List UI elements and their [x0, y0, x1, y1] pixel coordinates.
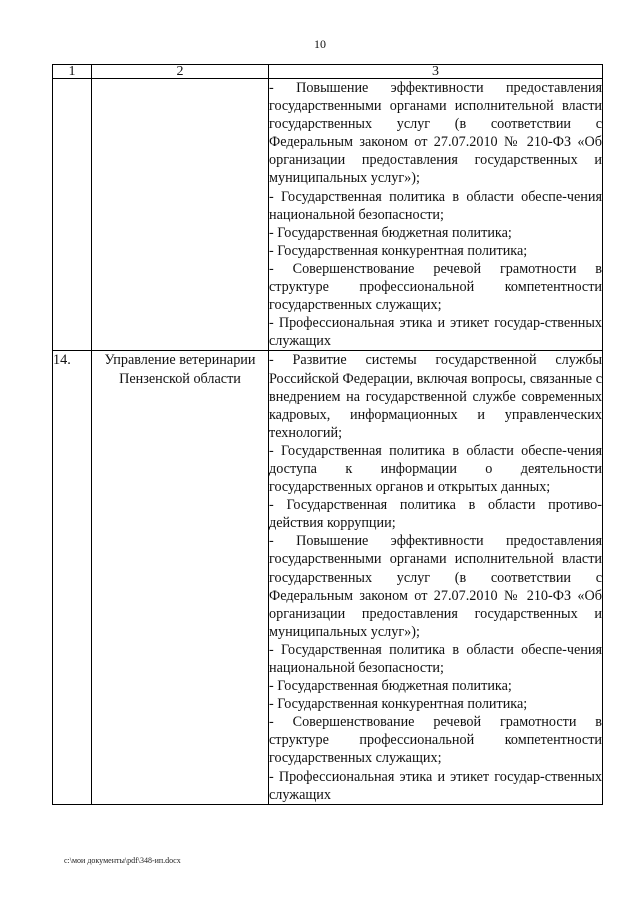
table-row	[53, 79, 603, 351]
topic-item: - Государственная политика в области противо-действия коррупции;	[269, 497, 602, 532]
topic-item: - Совершенствование речевой грамотности в структуре профессиональной компетентности государственных служащих;	[269, 714, 602, 767]
row-number-cell: 14.	[53, 351, 92, 804]
topic-item: - Государственная бюджетная политика;	[269, 224, 512, 241]
document-table	[52, 64, 603, 805]
page-number: 10	[314, 37, 326, 51]
topics-cell	[269, 79, 603, 351]
topic-item: - Государственная бюджетная политика;	[269, 678, 512, 695]
row-number-cell	[53, 79, 92, 351]
topic-item: - Профессиональная этика и этикет государ-ственных служащих	[269, 768, 602, 803]
topic-item: - Развитие системы государственной службы Российской Федерации, включая вопросы, связанные с внедрением на государственной службе современных кадровых, информационных и управленческих технологий;	[269, 352, 602, 441]
organization-name-cell: Управление ветеринарии Пензенской области	[92, 351, 269, 804]
topic-item: - Профессиональная этика и этикет государ-ственных служащих	[269, 315, 602, 350]
topic-item: - Государственная конкурентная политика;	[269, 242, 528, 259]
footer-file-path: c:\мои документы\pdf\348-ип.docx	[64, 856, 181, 865]
topic-item: - Государственная политика в области обеспе-чения национальной безопасности;	[269, 641, 602, 676]
column-header-2: 2	[92, 65, 269, 79]
table-header-row	[53, 65, 603, 79]
column-header-3: 3	[269, 65, 603, 79]
topic-item: - Государственная политика в области обеспе-чения национальной безопасности;	[269, 188, 602, 223]
organization-name-cell	[92, 79, 269, 351]
topics-cell	[269, 351, 603, 804]
topic-item: - Совершенствование речевой грамотности в структуре профессиональной компетентности государственных служащих;	[269, 260, 602, 314]
topic-item: - Повышение эффективности предоставления государственными органами исполнительной власти государственных услуг (в соответствии с Федеральным законом от 27.07.2010 № 210-ФЗ «Об организации предоставления государственных и муниципальных услуг»);	[269, 80, 602, 187]
topic-item: - Государственная конкурентная политика;	[269, 696, 528, 713]
topic-item: - Повышение эффективности предоставления государственными органами исполнительной власти государственных услуг (в соответствии с Федеральным законом от 27.07.2010 № 210-ФЗ «Об организации предоставления государственных и муниципальных услуг»);	[269, 533, 602, 640]
topic-item: - Государственная политика в области обеспе-чения доступа к информации о деятельности государственных органов и открытых данных;	[269, 442, 602, 496]
table-row	[53, 351, 603, 804]
column-header-1: 1	[53, 65, 92, 79]
